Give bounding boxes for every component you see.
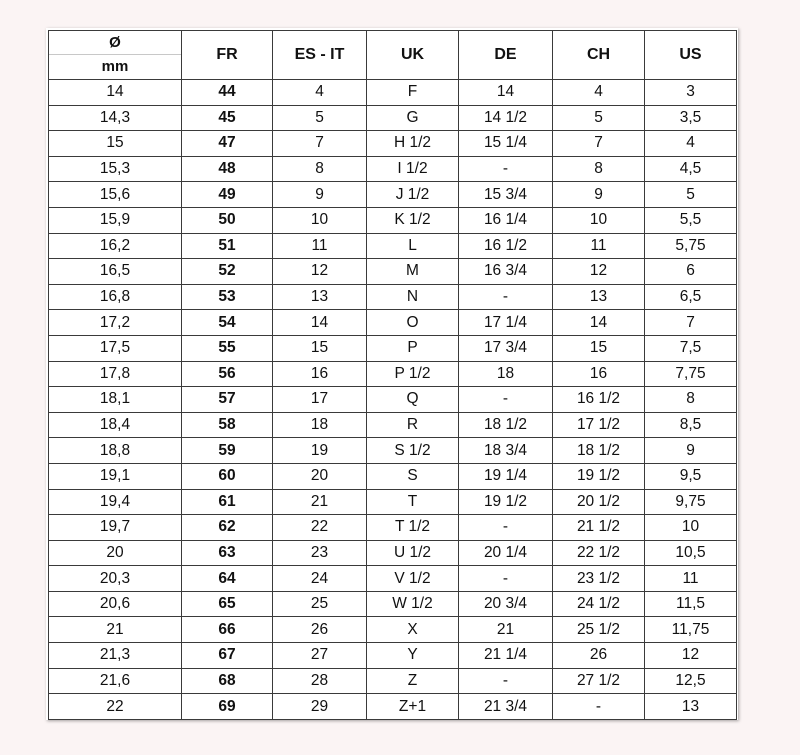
mm-cell: 19,1 <box>49 463 182 489</box>
ch-cell: 14 <box>553 310 645 336</box>
es-it-cell: 12 <box>273 259 367 285</box>
ch-cell: 21 1/2 <box>553 515 645 541</box>
us-cell: 13 <box>645 694 737 720</box>
uk-cell: H 1/2 <box>367 131 459 157</box>
ch-cell: 9 <box>553 182 645 208</box>
us-cell: 5 <box>645 182 737 208</box>
uk-cell: W 1/2 <box>367 591 459 617</box>
ch-cell: 16 <box>553 361 645 387</box>
fr-cell: 68 <box>182 668 273 694</box>
diameter-symbol: Ø <box>49 31 181 55</box>
es-it-cell: 20 <box>273 463 367 489</box>
uk-cell: Z+1 <box>367 694 459 720</box>
table-row <box>49 489 737 515</box>
mm-cell: 19,7 <box>49 515 182 541</box>
de-cell: 21 3/4 <box>459 694 553 720</box>
us-cell: 3,5 <box>645 105 737 131</box>
table-row <box>49 80 737 106</box>
us-cell: 12,5 <box>645 668 737 694</box>
fr-cell: 67 <box>182 643 273 669</box>
de-cell: - <box>459 668 553 694</box>
uk-cell: V 1/2 <box>367 566 459 592</box>
fr-cell: 69 <box>182 694 273 720</box>
us-cell: 4 <box>645 131 737 157</box>
ch-cell: 8 <box>553 156 645 182</box>
us-cell: 7,5 <box>645 335 737 361</box>
table-row <box>49 617 737 643</box>
de-cell: - <box>459 566 553 592</box>
uk-cell: S <box>367 463 459 489</box>
table-row <box>49 335 737 361</box>
us-cell: 7,75 <box>645 361 737 387</box>
de-cell: 18 1/2 <box>459 412 553 438</box>
uk-cell: Q <box>367 387 459 413</box>
ch-cell: 26 <box>553 643 645 669</box>
uk-cell: J 1/2 <box>367 182 459 208</box>
mm-cell: 17,8 <box>49 361 182 387</box>
mm-cell: 18,8 <box>49 438 182 464</box>
table-row <box>49 463 737 489</box>
ch-cell: 19 1/2 <box>553 463 645 489</box>
ch-cell: - <box>553 694 645 720</box>
fr-cell: 61 <box>182 489 273 515</box>
us-cell: 5,75 <box>645 233 737 259</box>
uk-cell: T <box>367 489 459 515</box>
mm-cell: 20,6 <box>49 591 182 617</box>
mm-cell: 21,6 <box>49 668 182 694</box>
table-row <box>49 412 737 438</box>
fr-cell: 62 <box>182 515 273 541</box>
uk-cell: F <box>367 80 459 106</box>
es-it-cell: 28 <box>273 668 367 694</box>
fr-cell: 44 <box>182 80 273 106</box>
us-cell: 5,5 <box>645 207 737 233</box>
fr-cell: 59 <box>182 438 273 464</box>
uk-cell: K 1/2 <box>367 207 459 233</box>
de-cell: 14 1/2 <box>459 105 553 131</box>
fr-cell: 55 <box>182 335 273 361</box>
mm-cell: 15 <box>49 131 182 157</box>
de-cell: - <box>459 387 553 413</box>
us-cell: 4,5 <box>645 156 737 182</box>
de-cell: 14 <box>459 80 553 106</box>
header-us: US <box>645 31 737 80</box>
de-cell: - <box>459 515 553 541</box>
uk-cell: P <box>367 335 459 361</box>
ch-cell: 25 1/2 <box>553 617 645 643</box>
ch-cell: 16 1/2 <box>553 387 645 413</box>
ch-cell: 20 1/2 <box>553 489 645 515</box>
de-cell: 15 1/4 <box>459 131 553 157</box>
de-cell: 20 1/4 <box>459 540 553 566</box>
ch-cell: 13 <box>553 284 645 310</box>
fr-cell: 64 <box>182 566 273 592</box>
de-cell: 21 <box>459 617 553 643</box>
fr-cell: 48 <box>182 156 273 182</box>
de-cell: 18 <box>459 361 553 387</box>
es-it-cell: 21 <box>273 489 367 515</box>
table-row <box>49 438 737 464</box>
ch-cell: 22 1/2 <box>553 540 645 566</box>
fr-cell: 54 <box>182 310 273 336</box>
uk-cell: R <box>367 412 459 438</box>
fr-cell: 52 <box>182 259 273 285</box>
es-it-cell: 9 <box>273 182 367 208</box>
table-row <box>49 156 737 182</box>
es-it-cell: 10 <box>273 207 367 233</box>
fr-cell: 45 <box>182 105 273 131</box>
uk-cell: O <box>367 310 459 336</box>
table-row <box>49 591 737 617</box>
uk-cell: X <box>367 617 459 643</box>
us-cell: 9,5 <box>645 463 737 489</box>
fr-cell: 56 <box>182 361 273 387</box>
es-it-cell: 29 <box>273 694 367 720</box>
uk-cell: P 1/2 <box>367 361 459 387</box>
de-cell: 16 3/4 <box>459 259 553 285</box>
mm-cell: 19,4 <box>49 489 182 515</box>
us-cell: 6,5 <box>645 284 737 310</box>
mm-cell: 18,1 <box>49 387 182 413</box>
mm-cell: 21 <box>49 617 182 643</box>
fr-cell: 47 <box>182 131 273 157</box>
header-row <box>49 31 737 80</box>
ring-size-table <box>48 30 737 720</box>
mm-cell: 20 <box>49 540 182 566</box>
table-row <box>49 259 737 285</box>
header-de: DE <box>459 31 553 80</box>
header-fr: FR <box>182 31 273 80</box>
table-row <box>49 310 737 336</box>
ch-cell: 5 <box>553 105 645 131</box>
table-row <box>49 515 737 541</box>
de-cell: 16 1/4 <box>459 207 553 233</box>
uk-cell: T 1/2 <box>367 515 459 541</box>
us-cell: 9 <box>645 438 737 464</box>
table-row <box>49 284 737 310</box>
de-cell: 18 3/4 <box>459 438 553 464</box>
ch-cell: 24 1/2 <box>553 591 645 617</box>
header-es-it: ES - IT <box>273 31 367 80</box>
es-it-cell: 27 <box>273 643 367 669</box>
mm-cell: 14,3 <box>49 105 182 131</box>
us-cell: 3 <box>645 80 737 106</box>
header-uk: UK <box>367 31 459 80</box>
de-cell: 19 1/4 <box>459 463 553 489</box>
table-row <box>49 131 737 157</box>
header-ch: CH <box>553 31 645 80</box>
mm-cell: 18,4 <box>49 412 182 438</box>
es-it-cell: 23 <box>273 540 367 566</box>
table-row <box>49 540 737 566</box>
es-it-cell: 24 <box>273 566 367 592</box>
ch-cell: 11 <box>553 233 645 259</box>
us-cell: 12 <box>645 643 737 669</box>
uk-cell: S 1/2 <box>367 438 459 464</box>
table-row <box>49 233 737 259</box>
uk-cell: N <box>367 284 459 310</box>
mm-cell: 16,2 <box>49 233 182 259</box>
de-cell: - <box>459 284 553 310</box>
table-row <box>49 566 737 592</box>
fr-cell: 60 <box>182 463 273 489</box>
mm-cell: 21,3 <box>49 643 182 669</box>
table-row <box>49 387 737 413</box>
ch-cell: 27 1/2 <box>553 668 645 694</box>
uk-cell: I 1/2 <box>367 156 459 182</box>
mm-cell: 15,9 <box>49 207 182 233</box>
fr-cell: 49 <box>182 182 273 208</box>
de-cell: 17 1/4 <box>459 310 553 336</box>
fr-cell: 65 <box>182 591 273 617</box>
ch-cell: 4 <box>553 80 645 106</box>
fr-cell: 57 <box>182 387 273 413</box>
size-chart-frame <box>46 28 738 720</box>
uk-cell: Y <box>367 643 459 669</box>
es-it-cell: 7 <box>273 131 367 157</box>
es-it-cell: 17 <box>273 387 367 413</box>
uk-cell: M <box>367 259 459 285</box>
mm-cell: 15,6 <box>49 182 182 208</box>
mm-cell: 17,5 <box>49 335 182 361</box>
de-cell: 15 3/4 <box>459 182 553 208</box>
ch-cell: 10 <box>553 207 645 233</box>
mm-cell: 20,3 <box>49 566 182 592</box>
table-row <box>49 207 737 233</box>
es-it-cell: 14 <box>273 310 367 336</box>
ch-cell: 23 1/2 <box>553 566 645 592</box>
table-row <box>49 105 737 131</box>
table-row <box>49 361 737 387</box>
mm-cell: 15,3 <box>49 156 182 182</box>
us-cell: 10 <box>645 515 737 541</box>
us-cell: 7 <box>645 310 737 336</box>
mm-cell: 14 <box>49 80 182 106</box>
table-body <box>49 80 737 720</box>
de-cell: - <box>459 156 553 182</box>
es-it-cell: 4 <box>273 80 367 106</box>
fr-cell: 50 <box>182 207 273 233</box>
us-cell: 11 <box>645 566 737 592</box>
uk-cell: Z <box>367 668 459 694</box>
de-cell: 19 1/2 <box>459 489 553 515</box>
us-cell: 8,5 <box>645 412 737 438</box>
de-cell: 16 1/2 <box>459 233 553 259</box>
fr-cell: 63 <box>182 540 273 566</box>
table-row <box>49 182 737 208</box>
fr-cell: 53 <box>182 284 273 310</box>
es-it-cell: 25 <box>273 591 367 617</box>
es-it-cell: 26 <box>273 617 367 643</box>
table-row <box>49 694 737 720</box>
fr-cell: 58 <box>182 412 273 438</box>
ch-cell: 7 <box>553 131 645 157</box>
es-it-cell: 15 <box>273 335 367 361</box>
fr-cell: 66 <box>182 617 273 643</box>
es-it-cell: 11 <box>273 233 367 259</box>
us-cell: 8 <box>645 387 737 413</box>
ch-cell: 18 1/2 <box>553 438 645 464</box>
us-cell: 11,5 <box>645 591 737 617</box>
es-it-cell: 19 <box>273 438 367 464</box>
uk-cell: U 1/2 <box>367 540 459 566</box>
mm-cell: 16,5 <box>49 259 182 285</box>
ch-cell: 15 <box>553 335 645 361</box>
header-diameter-mm <box>49 31 182 80</box>
us-cell: 10,5 <box>645 540 737 566</box>
es-it-cell: 8 <box>273 156 367 182</box>
es-it-cell: 16 <box>273 361 367 387</box>
es-it-cell: 13 <box>273 284 367 310</box>
mm-cell: 17,2 <box>49 310 182 336</box>
mm-cell: 22 <box>49 694 182 720</box>
mm-cell: 16,8 <box>49 284 182 310</box>
de-cell: 17 3/4 <box>459 335 553 361</box>
es-it-cell: 5 <box>273 105 367 131</box>
us-cell: 11,75 <box>645 617 737 643</box>
es-it-cell: 22 <box>273 515 367 541</box>
table-row <box>49 668 737 694</box>
de-cell: 20 3/4 <box>459 591 553 617</box>
us-cell: 6 <box>645 259 737 285</box>
de-cell: 21 1/4 <box>459 643 553 669</box>
diameter-unit: mm <box>101 58 129 75</box>
ch-cell: 17 1/2 <box>553 412 645 438</box>
es-it-cell: 18 <box>273 412 367 438</box>
uk-cell: G <box>367 105 459 131</box>
fr-cell: 51 <box>182 233 273 259</box>
table-row <box>49 643 737 669</box>
us-cell: 9,75 <box>645 489 737 515</box>
ch-cell: 12 <box>553 259 645 285</box>
uk-cell: L <box>367 233 459 259</box>
